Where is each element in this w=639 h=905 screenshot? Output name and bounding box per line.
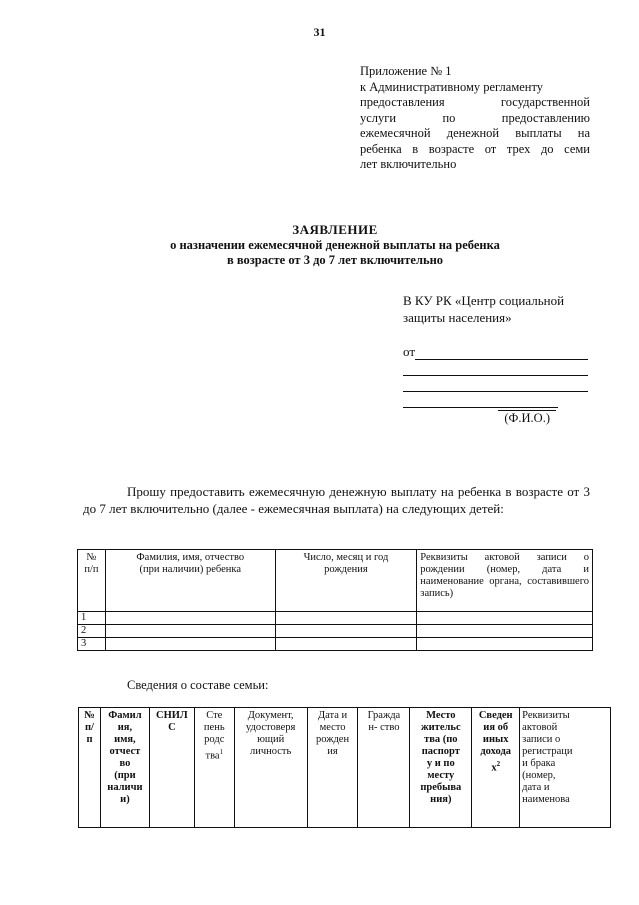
column-header: Дата и место рожден ия xyxy=(307,708,358,828)
applicant-name-field[interactable] xyxy=(403,392,558,408)
column-header: СНИЛ С xyxy=(149,708,194,828)
column-header: Сведен ия об иных дохода $х^2$ xyxy=(472,708,520,828)
table-cell[interactable] xyxy=(275,625,417,638)
request-text: Прошу предоставить ежемесячную денежную выплату на ребенка в возрасте от 3 до 7 лет включительно (далее - ежемесячная выплата) на следующих детей: xyxy=(83,484,590,516)
table-cell[interactable] xyxy=(105,638,275,651)
footnote-mark: 1 xyxy=(219,748,224,756)
appendix-line: лет включительно xyxy=(360,157,457,171)
table-cell[interactable] xyxy=(105,625,275,638)
column-header: Документ, удостоверя ющий личность xyxy=(234,708,307,828)
column-header: Реквизиты актовой записи о регистраци и брака (номер, дата и наименова xyxy=(520,708,611,828)
appendix-line: к Административному регламенту xyxy=(360,79,544,94)
appendix-line: предоставления государственной xyxy=(360,95,590,109)
applicant-name-field[interactable] xyxy=(403,376,588,392)
column-header: Место жительс тва (по паспорт у и по месту пребыва ния) xyxy=(410,708,472,828)
column-header: Число, месяц и год рождения xyxy=(275,550,417,612)
table-header-row xyxy=(78,550,593,612)
table-header-row xyxy=(79,708,611,828)
children-table xyxy=(77,549,593,651)
from-label: от xyxy=(403,344,416,359)
column-header: Фамил ия, имя, отчест во (при наличи и) xyxy=(100,708,149,828)
column-header: Гражда н- ство xyxy=(358,708,410,828)
applicant-name-field[interactable] xyxy=(403,360,588,376)
appendix-line: услуги по предоставлению xyxy=(360,110,590,125)
recipient-line: В КУ РК «Центр социальной xyxy=(403,293,565,308)
row-number: 2 xyxy=(78,625,106,638)
appendix-line: ребенка в возрасте от трех до семи xyxy=(360,141,590,156)
row-number: 3 xyxy=(78,638,106,651)
table-cell[interactable] xyxy=(275,638,417,651)
row-number: 1 xyxy=(78,612,106,625)
table-row xyxy=(78,625,593,638)
appendix-note xyxy=(360,64,590,173)
table-cell[interactable] xyxy=(417,638,593,651)
table-cell[interactable] xyxy=(417,625,593,638)
appendix-line: ежемесячной денежной выплаты на xyxy=(360,126,590,140)
recipient-block xyxy=(403,292,598,326)
table-cell[interactable] xyxy=(105,612,275,625)
family-section-label: Сведения о составе семьи: xyxy=(127,678,269,692)
title-subtitle: о назначении ежемесячной денежной выплаты на ребенка xyxy=(170,237,500,252)
table-cell[interactable] xyxy=(417,612,593,625)
column-header: Реквизиты актовой записи о рождении (номер, дата и наименование органа, составившего запись) xyxy=(417,550,593,612)
document-title xyxy=(80,222,590,269)
table-cell[interactable] xyxy=(275,612,417,625)
fio-caption: (Ф.И.О.) xyxy=(498,410,556,426)
table-row xyxy=(78,612,593,625)
recipient-line: защиты населения» xyxy=(403,310,512,325)
column-header: Сте пень родс тва$^1$ xyxy=(194,708,234,828)
column-header: Фамилия, имя, отчество (при наличии) ребенка xyxy=(105,550,275,612)
title-main: ЗАЯВЛЕНИЕ xyxy=(292,222,378,237)
column-header: № п/ п xyxy=(79,708,101,828)
family-table xyxy=(78,707,611,828)
column-header: № п/п xyxy=(78,550,106,612)
request-paragraph xyxy=(83,483,590,517)
title-subtitle: в возрасте от 3 до 7 лет включительно xyxy=(226,253,444,267)
footnote-mark: 2 xyxy=(496,760,501,768)
table-row xyxy=(78,638,593,651)
applicant-block xyxy=(403,346,588,426)
applicant-name-field[interactable] xyxy=(415,347,588,360)
appendix-line: Приложение № 1 xyxy=(360,64,452,78)
page-number: 31 xyxy=(313,25,326,39)
